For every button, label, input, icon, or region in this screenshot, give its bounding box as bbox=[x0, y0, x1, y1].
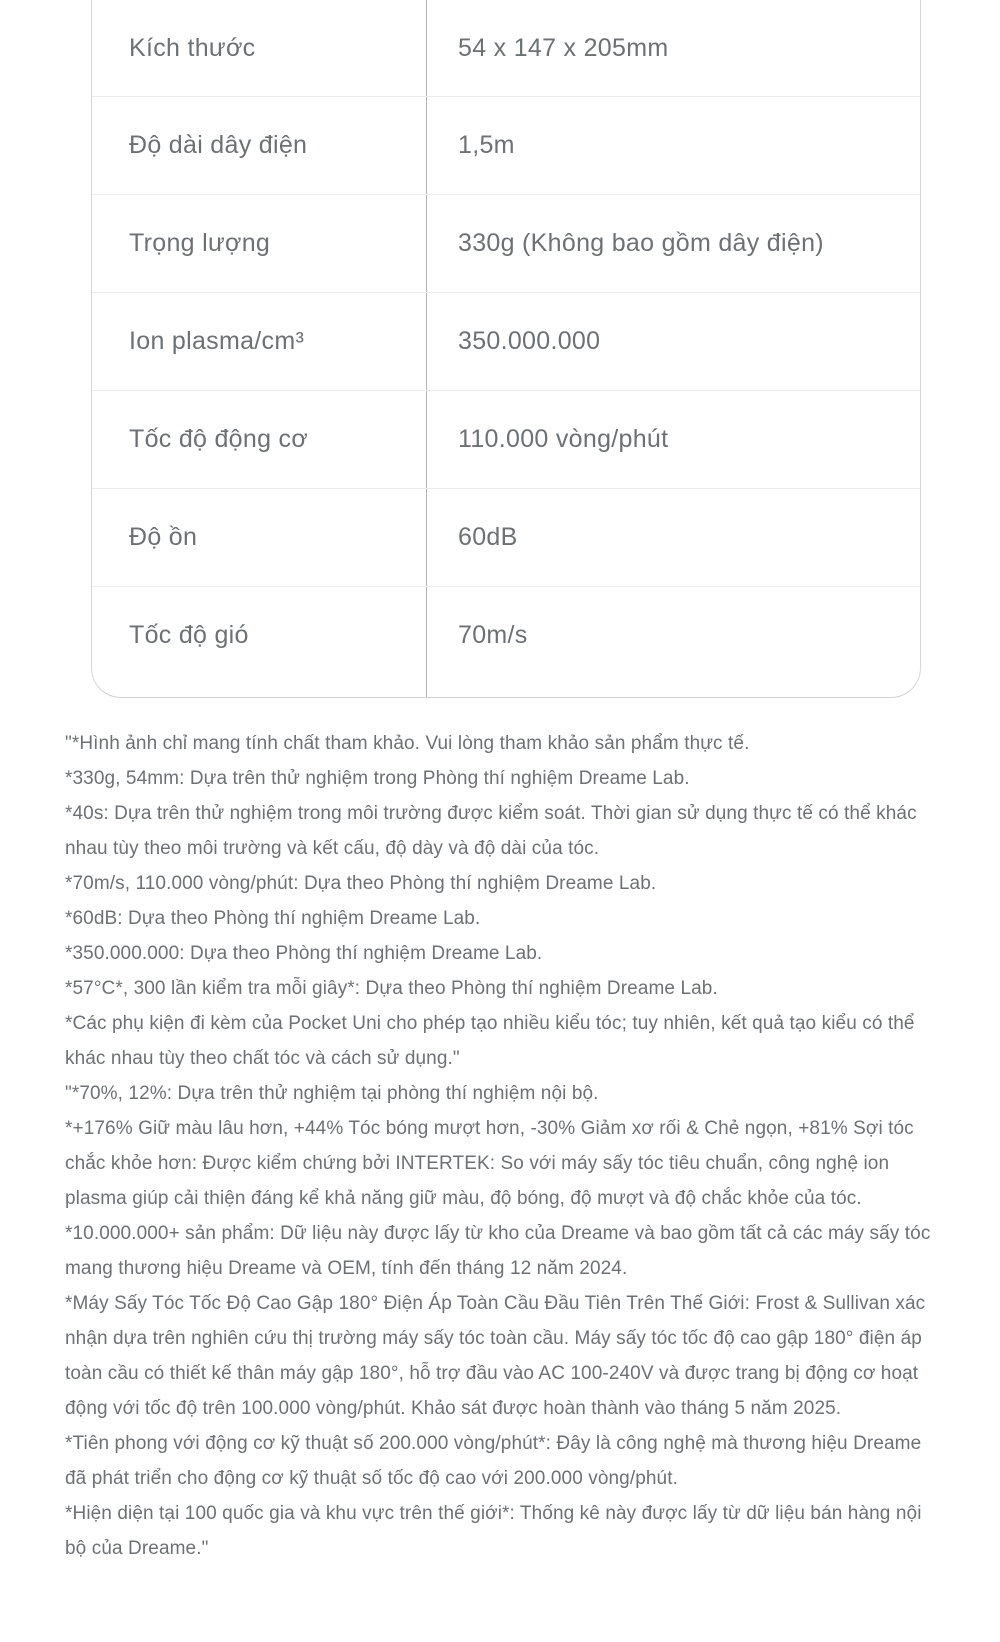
spec-table bbox=[91, 0, 921, 698]
disclaimer-paragraph: "*70%, 12%: Dựa trên thử nghiệm tại phòng thí nghiệm nội bộ. bbox=[65, 1083, 599, 1104]
spec-row bbox=[92, 195, 920, 293]
spec-value: 70m/s bbox=[458, 620, 528, 649]
spec-row bbox=[92, 97, 920, 195]
spec-label: Độ ồn bbox=[92, 489, 427, 586]
spec-row bbox=[92, 489, 920, 587]
spec-label: Tốc độ động cơ bbox=[92, 391, 427, 488]
spec-row bbox=[92, 293, 920, 391]
spec-value: 60dB bbox=[458, 523, 518, 551]
spec-value: 54 x 147 x 205mm bbox=[458, 33, 669, 62]
spec-label: Kích thước bbox=[92, 0, 427, 96]
spec-value: 350.000.000 bbox=[458, 327, 601, 355]
disclaimer-paragraph: *+176% Giữ màu lâu hơn, +44% Tóc bóng mượt hơn, -30% Giảm xơ rối & Chẻ ngọn, +81% Sợi tóc chắc khỏe hơn: Được kiểm chứng bởi INTERTEK: So với máy sấy tóc tiêu chuẩn, công nghệ ion plasma giúp cải thiện đáng kể khả năng giữ màu, độ bóng, độ mượt và độ chắc khỏe của tóc. bbox=[65, 1118, 914, 1209]
disclaimer-paragraph: *Máy Sấy Tóc Tốc Độ Cao Gập 180° Điện Áp Toàn Cầu Đầu Tiên Trên Thế Giới: Frost & Sullivan xác nhận dựa trên nghiên cứu thị trường máy sấy tóc toàn cầu. Máy sấy tóc tốc độ cao gập 180° điện áp toàn cầu có thiết kế thân máy gập 180°, hỗ trợ đầu vào AC 100-240V và được trang bị động cơ hoạt động với tốc độ trên 100.000 vòng/phút. Khảo sát được hoàn thành vào tháng 5 năm 2025. bbox=[65, 1293, 926, 1419]
disclaimer-paragraph: *Hiện diện tại 100 quốc gia và khu vực trên thế giới*: Thống kê này được lấy từ dữ liệu bán hàng nội bộ của Dreame." bbox=[65, 1503, 922, 1559]
disclaimer-paragraph: *10.000.000+ sản phẩm: Dữ liệu này được lấy từ kho của Dreame và bao gồm tất cả các máy sấy tóc mang thương hiệu Dreame và OEM, tính đến tháng 12 năm 2024. bbox=[65, 1223, 931, 1279]
spec-value: 330g (Không bao gồm dây điện) bbox=[458, 229, 824, 257]
spec-label: Độ dài dây điện bbox=[92, 97, 427, 194]
spec-label: Tốc độ gió bbox=[92, 587, 427, 697]
disclaimer-paragraph: *Các phụ kiện đi kèm của Pocket Uni cho phép tạo nhiều kiểu tóc; tuy nhiên, kết quả tạo kiểu có thể khác nhau tùy theo chất tóc và cách sử dụng." bbox=[65, 1013, 915, 1069]
disclaimer-paragraph: *70m/s, 110.000 vòng/phút: Dựa theo Phòng thí nghiệm Dreame Lab. bbox=[65, 873, 657, 894]
disclaimer-paragraph: *330g, 54mm: Dựa trên thử nghiệm trong Phòng thí nghiệm Dreame Lab. bbox=[65, 768, 690, 789]
spec-row bbox=[92, 391, 920, 489]
spec-value: 1,5m bbox=[458, 131, 515, 159]
disclaimer-paragraph: *40s: Dựa trên thử nghiệm trong môi trường được kiểm soát. Thời gian sử dụng thực tế có thể khác nhau tùy theo môi trường và kết cấu, độ dày và độ dài của tóc. bbox=[65, 803, 917, 859]
disclaimer-paragraph: *60dB: Dựa theo Phòng thí nghiệm Dreame Lab. bbox=[65, 908, 481, 929]
spec-row bbox=[92, 587, 920, 697]
spec-label: Ion plasma/cm³ bbox=[92, 293, 427, 390]
disclaimer-paragraph: *57°C*, 300 lần kiểm tra mỗi giây*: Dựa theo Phòng thí nghiệm Dreame Lab. bbox=[65, 978, 718, 999]
disclaimer-paragraph: *350.000.000: Dựa theo Phòng thí nghiệm Dreame Lab. bbox=[65, 943, 543, 964]
spec-row bbox=[92, 0, 920, 97]
disclaimer-paragraph: "*Hình ảnh chỉ mang tính chất tham khảo. Vui lòng tham khảo sản phẩm thực tế. bbox=[65, 733, 750, 754]
disclaimer-paragraph: *Tiên phong với động cơ kỹ thuật số 200.000 vòng/phút*: Đây là công nghệ mà thương hiệu Dreame đã phát triển cho động cơ kỹ thuật số tốc độ cao với 200.000 vòng/phút. bbox=[65, 1433, 922, 1489]
disclaimer-notes bbox=[65, 726, 939, 1566]
spec-label: Trọng lượng bbox=[92, 195, 427, 292]
spec-value: 110.000 vòng/phút bbox=[458, 425, 669, 453]
